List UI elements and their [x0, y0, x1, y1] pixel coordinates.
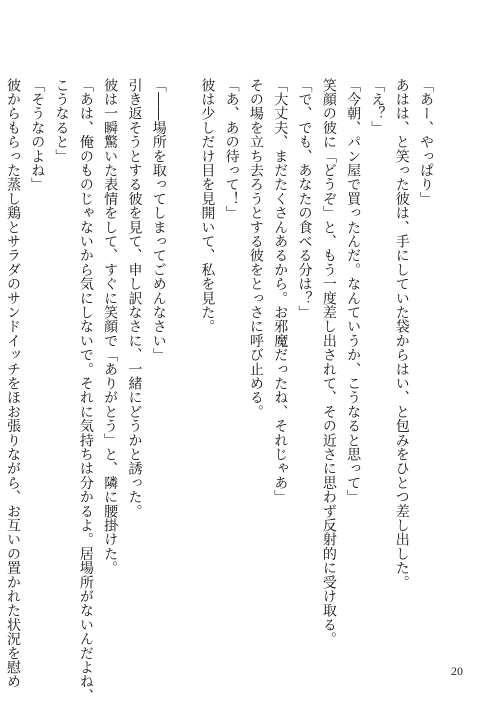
text-line-7: 「大丈夫、まだたくさんあるから。お邪魔だったね、それじゃあ」	[272, 78, 289, 504]
text-line-16: 「そうなのよね」	[29, 78, 46, 192]
page-number: 20	[451, 664, 463, 678]
scene-break	[171, 78, 195, 660]
text-line-9: 「あ、あの待って！」	[223, 78, 240, 220]
vertical-text-body	[4, 78, 438, 703]
text-line-2: あはは、と笑った彼は、手にしていた袋からはい、と包みをひとつ差し出した。	[393, 78, 410, 590]
text-line-8: その場を立ち去ろうとする彼をとっさに呼び止める。	[247, 78, 264, 419]
text-line-5: 笑顔の彼に「どうぞ」と、もう一度差し出されて、その近さに思わず反射的に受け取る。	[320, 78, 337, 646]
text-line-4: 「今朝、パン屋で買ったんだ。なんていうか、こうなると思って」	[345, 78, 362, 504]
text-line-1: 「あー、やっぱり」	[418, 78, 434, 206]
text-line-14: 「あは、俺のものじゃないから気にしないで。それに気持ちは分かるよ。居場所がないんだよね、	[77, 78, 94, 703]
text-line-17: 彼からもらった蒸し鶏とサラダのサンドイッチをほお張りながら、お互いの置かれた状況を慰め	[4, 78, 21, 689]
text-line-10: 彼は少しだけ目を見開いて、私を見た。	[199, 78, 216, 334]
text-line-3: 「え？」	[369, 78, 386, 135]
text-line-11: 「――場所を取ってしまってごめんなさい」	[150, 78, 167, 362]
text-line-13: 彼は一瞬驚いた表情をして、すぐに笑顔で「ありがとう」と、隣に腰掛けた。	[102, 78, 119, 575]
text-line-6: 「で、でも、あなたの食べる分は？」	[296, 78, 313, 320]
text-line-12: 引き返そうとする彼を見て、申し訳なさに、一緒にどうかと誘った。	[126, 78, 143, 519]
text-line-15: こうなると」	[53, 78, 70, 164]
